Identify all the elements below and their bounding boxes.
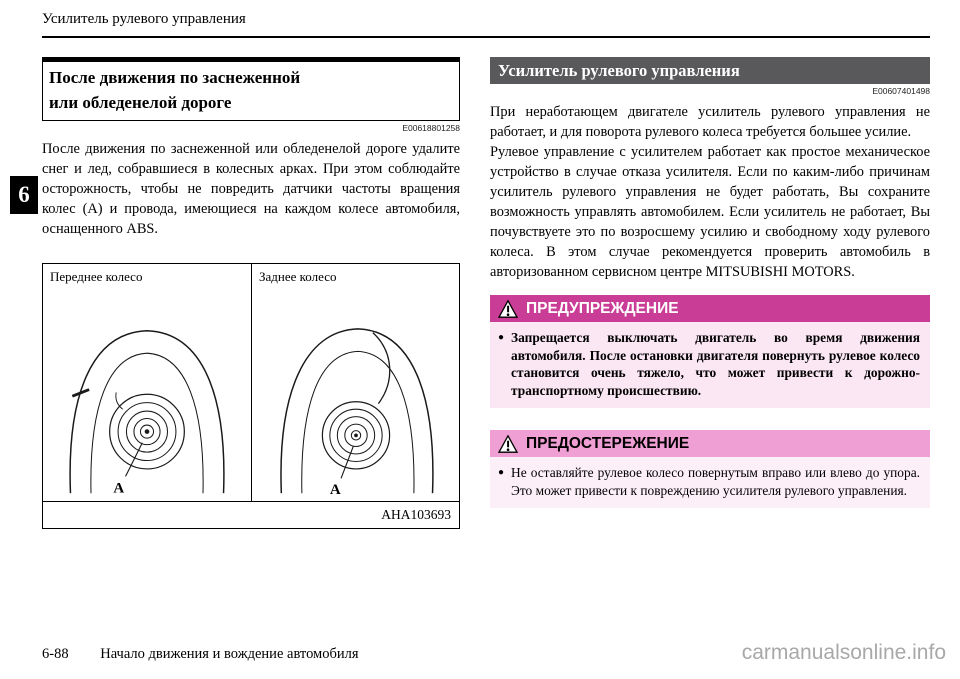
right-paragraph-1: При неработающем двигателе усилитель рулевого управления не работает, и для поворота рулевого колеса требуется большее усилие. — [490, 104, 930, 140]
warning-header — [490, 295, 930, 322]
left-column — [42, 57, 460, 529]
warning-body — [490, 322, 930, 408]
figure-panel-rear — [251, 264, 459, 501]
right-column — [490, 57, 930, 508]
part-marker-a-front: А — [113, 480, 125, 496]
caution-header — [490, 430, 930, 457]
section-heading-box — [42, 57, 460, 121]
footer-section-title: Начало движения и вождение автомобиля — [100, 646, 359, 662]
caution-box — [490, 430, 930, 508]
section-title-bar: Усилитель рулевого управления — [490, 57, 930, 84]
rear-wheel-label: Заднее колесо — [259, 269, 337, 284]
warning-title: ПРЕДУПРЕЖДЕНИЕ — [526, 299, 679, 317]
left-body-paragraph: После движения по заснеженной или обледенелой дороге удалите снег и лед, собравшиеся в колесных арках. При этом соблюдайте осторожность, чтобы не повредить датчики частоты вращения колес (А) и провода, имеющиеся на каждом колесе автомобиля, оснащенного ABS. — [42, 141, 460, 237]
front-wheel-illustration — [52, 286, 242, 496]
watermark-text: carmanualsonline.info — [741, 641, 946, 664]
rear-wheel-illustration — [261, 286, 451, 496]
figure-image-area — [43, 264, 459, 501]
warning-box — [490, 295, 930, 408]
warning-text: Запрещается выключать двигатель во время движения автомобиля. После остановки двигателя повернуть рулевое колесо становится очень тяжело, что может привести к дорожно-транспортному происшествию. — [511, 330, 920, 398]
section-code-right: E00607401498 — [872, 86, 930, 96]
caution-title: ПРЕДОСТЕРЕЖЕНИЕ — [526, 434, 690, 452]
figure-caption: AHA103693 — [381, 507, 451, 522]
warning-triangle-icon — [498, 300, 518, 318]
bullet-icon: ● — [498, 467, 505, 478]
chapter-tab: 6 — [10, 176, 38, 214]
section-code: E00618801258 — [402, 123, 460, 133]
caution-body — [490, 457, 930, 508]
right-paragraph-2: Рулевое управление с усилителем работает как простое механическое устройство в случае отказа усилителя. Если по каким-либо причинам усилитель рулевого управления не будет работать, Вы сохраните возможность управлять автомобилем. Если усилитель не работает, Вы почувствуете это по возросшему усилию и свободному ходу рулевого колеса. В этом случае рекомендуется проверить автомобиль в авторизованном сервисном центре MITSUBISHI MOTORS. — [490, 144, 930, 280]
wheel-arch-figure — [42, 263, 460, 529]
figure-panel-front — [43, 264, 251, 501]
running-header-title: Усилитель рулевого управления — [42, 11, 246, 27]
warning-triangle-icon — [498, 435, 518, 453]
right-body — [490, 102, 930, 282]
header-rule — [42, 36, 930, 38]
footer — [42, 646, 359, 663]
section-heading-line2: или обледенелой дороге — [49, 93, 232, 112]
bullet-icon: ● — [498, 332, 505, 343]
figure-caption-row — [43, 501, 459, 528]
caution-text: Не оставляйте рулевое колесо повернутым вправо или влево до упора. Это может привести к повреждению усилителя рулевого управления. — [511, 465, 920, 498]
part-marker-a-rear: А — [329, 482, 341, 496]
section-heading-line1: После движения по заснеженной — [49, 68, 301, 87]
footer-page-number: 6-88 — [42, 646, 69, 662]
front-wheel-label: Переднее колесо — [50, 269, 143, 284]
